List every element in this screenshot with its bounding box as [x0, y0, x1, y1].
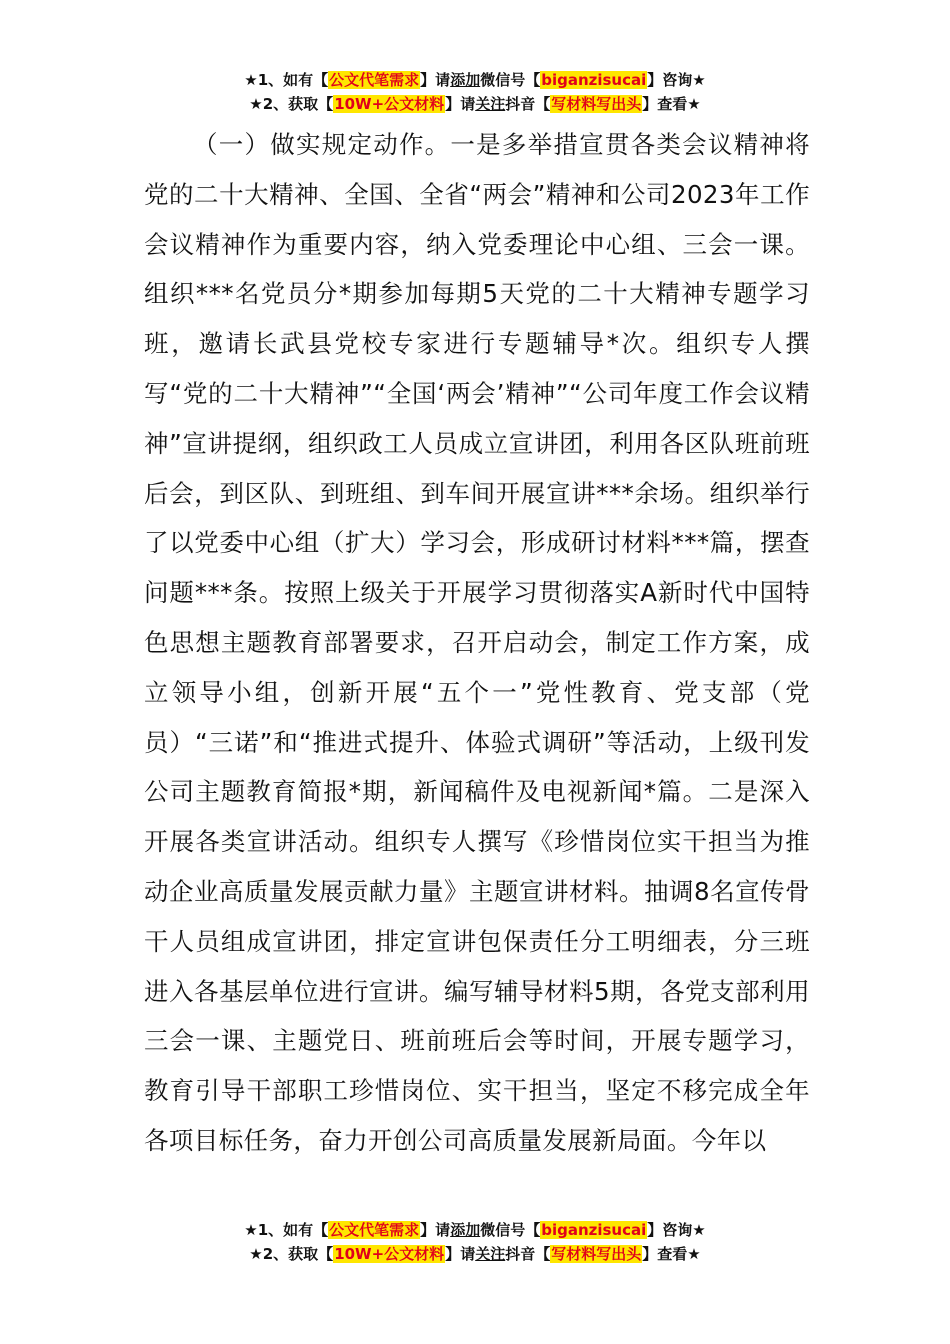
notice-line-1 — [0, 1218, 950, 1242]
highlight-wechat-id: biganzisucai — [541, 1221, 647, 1239]
highlight-wechat-id: biganzisucai — [541, 71, 647, 89]
notice-text: ★2、获取【 — [249, 1245, 334, 1263]
notice-text: ★1、如有【 — [244, 1221, 329, 1239]
notice-text: 】查看★ — [642, 95, 701, 113]
header-notice — [0, 68, 950, 116]
notice-text: 】请 — [420, 1221, 451, 1239]
highlight-materials: 10W+公文材料 — [334, 95, 445, 113]
notice-line-1 — [0, 68, 950, 92]
highlight-service: 公文代笔需求 — [329, 71, 420, 89]
notice-text: 】请 — [445, 95, 476, 113]
notice-text: 】咨询★ — [647, 1221, 706, 1239]
notice-line-2 — [0, 1242, 950, 1266]
notice-text: 微信号【 — [480, 71, 541, 89]
notice-text: ★2、获取【 — [249, 95, 334, 113]
notice-text: 微信号【 — [480, 1221, 541, 1239]
body-paragraph: （一）做实规定动作。一是多举措宣贯各类会议精神将党的二十大精神、全国、全省“两会”精神和公司2023年工作会议精神作为重要内容，纳入党委理论中心组、三会一课。组织***名党员分*期参加每期5天党的二十大精神专题学习班，邀请长武县党校专家进行专题辅导*次。组织专人撰写“党的二十大精神”“全国‘两会’精神”“公司年度工作会议精神”宣讲提纲，组织政工人员成立宣讲团，利用各区队班前班后会，到区队、到班组、到车间开展宣讲***余场。组织举行了以党委中心组（扩大）学习会，形成研讨材料***篇，摆查问题***条。按照上级关于开展学习贯彻落实A新时代中国特色思想主题教育部署要求，召开启动会，制定工作方案，成立领导小组，创新开展“五个一”党性教育、党支部（党员）“三诺”和“推进式提升、体验式调研”等活动，上级刊发公司主题教育简报*期，新闻稿件及电视新闻*篇。二是深入开展各类宣讲活动。组织专人撰写《珍惜岗位实干担当为推动企业高质量发展贡献力量》主题宣讲材料。抽调8名宣传骨干人员组成宣讲团，排定宣讲包保责任分工明细表，分三班进入各基层单位进行宣讲。编写辅导材料5期，各党支部利用三会一课、主题党日、班前班后会等时间，开展专题学习，教育引导干部职工珍惜岗位、实干担当，坚定不移完成全年各项目标任务，奋力开创公司高质量发展新局面。今年以 — [144, 130, 810, 1155]
underlined-follow: 关注 — [475, 1245, 506, 1263]
notice-text: 】查看★ — [642, 1245, 701, 1263]
highlight-douyin-account: 写材料写出头 — [551, 95, 642, 113]
highlight-materials: 10W+公文材料 — [334, 1245, 445, 1263]
underlined-follow: 关注 — [475, 95, 506, 113]
notice-text: 抖音【 — [505, 95, 551, 113]
notice-line-2 — [0, 92, 950, 116]
underlined-add: 添加 — [450, 71, 481, 89]
footer-notice — [0, 1218, 950, 1266]
highlight-douyin-account: 写材料写出头 — [551, 1245, 642, 1263]
notice-text: ★1、如有【 — [244, 71, 329, 89]
highlight-service: 公文代笔需求 — [329, 1221, 420, 1239]
underlined-add: 添加 — [450, 1221, 481, 1239]
document-body — [144, 120, 810, 1166]
notice-text: 】咨询★ — [647, 71, 706, 89]
notice-text: 】请 — [445, 1245, 476, 1263]
notice-text: 】请 — [420, 71, 451, 89]
notice-text: 抖音【 — [505, 1245, 551, 1263]
